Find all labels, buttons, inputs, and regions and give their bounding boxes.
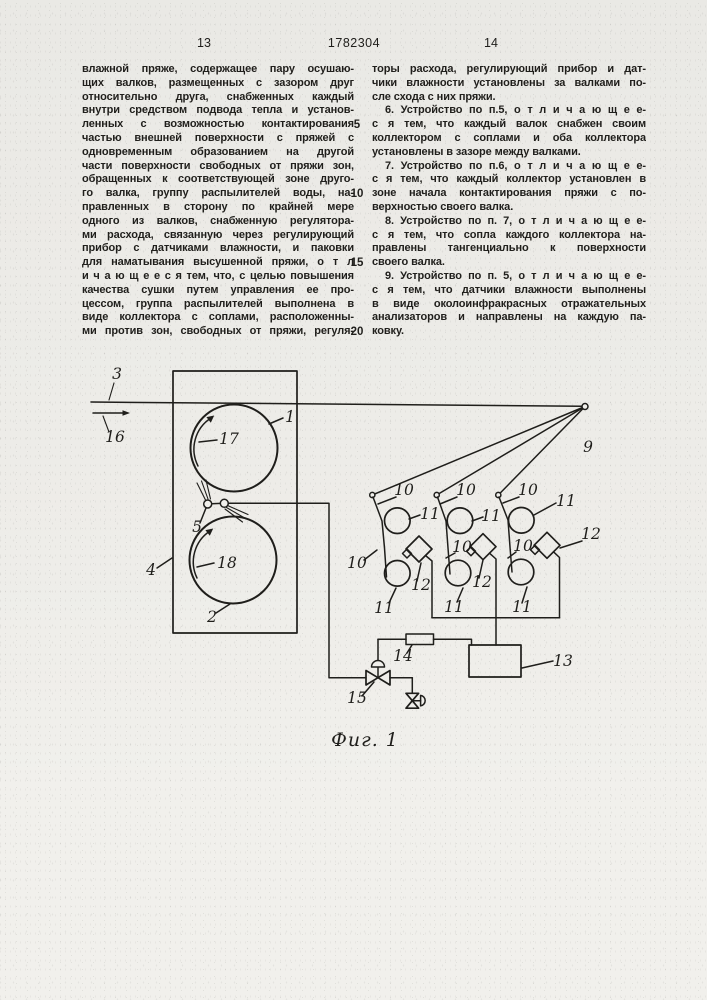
text-line: установлены в зазоре между валками. bbox=[372, 145, 581, 158]
figure-label-1: 1 bbox=[285, 408, 295, 426]
text-line: верхностью своего валка. bbox=[372, 200, 514, 213]
spray-nozzles bbox=[197, 480, 248, 522]
text-line: анализаторов и направлены на каждую па- bbox=[372, 311, 646, 324]
text-line: влажной пряже, содержащее пару осушаю- bbox=[82, 63, 354, 75]
figure-callouts bbox=[105, 365, 601, 707]
text-line: части поверхности свободных от пряжи зон, bbox=[82, 159, 354, 172]
figure-label-10: 10 bbox=[518, 481, 538, 499]
flow-regulator bbox=[378, 634, 472, 645]
text-line: с я тем, что датчики влажности выполнены bbox=[372, 283, 646, 296]
figure-label-4: 4 bbox=[146, 561, 156, 579]
control-unit bbox=[469, 645, 521, 677]
yarn-feed-line bbox=[91, 383, 583, 432]
figure-label-18: 18 bbox=[217, 554, 237, 572]
text-line: с я тем, что каждый коллектор установлен в bbox=[372, 173, 646, 186]
patent-number: 1782304 bbox=[327, 36, 381, 50]
page-number-right: 14 bbox=[484, 36, 498, 50]
figure-label-12: 12 bbox=[411, 576, 431, 594]
gutter-line-number: 10 bbox=[350, 188, 364, 201]
figure-label-10: 10 bbox=[513, 537, 533, 555]
drain-valve bbox=[406, 678, 425, 709]
figure-1-drawing bbox=[0, 360, 707, 770]
text-line: 7. Устройство по п.6, о т л и ч а ю щ е е- bbox=[385, 159, 646, 172]
figure-label-13: 13 bbox=[553, 652, 573, 670]
text-line: чики влажности установлены за валками по- bbox=[372, 76, 646, 89]
figure-label-11: 11 bbox=[444, 598, 464, 616]
figure-label-12: 12 bbox=[581, 525, 601, 543]
figure-label-11: 11 bbox=[556, 492, 576, 510]
figure-label-11: 11 bbox=[512, 598, 532, 616]
text-line: виде коллектора с соплами, расположенны- bbox=[82, 311, 354, 324]
text-line: сле схода с них пряжи. bbox=[372, 90, 496, 103]
page-number-left: 13 bbox=[197, 36, 211, 50]
figure-label-10: 10 bbox=[452, 538, 472, 556]
text-line: ленных с возможностью контактирования bbox=[82, 118, 354, 131]
figure-label-5: 5 bbox=[192, 518, 202, 536]
text-line: одновременным образованием на другой bbox=[82, 145, 354, 158]
left-text-column bbox=[82, 63, 354, 339]
text-line: в виде околоинфракрасных отражательных bbox=[372, 297, 646, 310]
text-line: относительно друга, снабженных каждый bbox=[82, 90, 354, 103]
drying-roller-top bbox=[191, 405, 278, 492]
text-line: с я тем, что сопла каждого коллектора на- bbox=[372, 228, 646, 241]
text-line: качества сушки путем управления ее про- bbox=[82, 283, 354, 296]
text-line: 9. Устройство по п. 5, о т л и ч а ю щ е е- bbox=[385, 269, 646, 282]
gutter-line-number: 20 bbox=[350, 326, 364, 339]
text-line: одного из валков, снабженную регулятора- bbox=[82, 214, 354, 227]
text-line: своего валка. bbox=[372, 256, 445, 269]
figure-label-11: 11 bbox=[420, 505, 440, 523]
figure-label-3: 3 bbox=[112, 365, 122, 383]
text-line: 6. Устройство по п.5, о т л и ч а ю щ е е- bbox=[385, 104, 646, 117]
text-line: с я тем, что каждый валок снабжен своим bbox=[372, 118, 646, 131]
figure-label-11: 11 bbox=[481, 507, 501, 525]
text-line: щих валков, размещенных с зазором друг bbox=[82, 76, 354, 89]
text-line: ми против зон, свободных от пряжи, регуля- bbox=[82, 325, 354, 338]
text-line: коллектором с соплами и оба коллектора bbox=[372, 131, 646, 144]
figure-label-15: 15 bbox=[347, 689, 367, 707]
drying-chamber-box bbox=[173, 371, 297, 633]
text-line: ковку. bbox=[372, 325, 404, 338]
figure-label-12: 12 bbox=[472, 573, 492, 591]
text-line: правлены тангенциально к поверхности bbox=[372, 242, 646, 255]
gutter-line-number: 15 bbox=[350, 257, 364, 270]
page-header bbox=[0, 36, 707, 52]
figure-label-16: 16 bbox=[105, 428, 125, 446]
text-line: 8. Устройство по п. 7, о т л и ч а ю щ е е- bbox=[385, 214, 646, 227]
text-line: обращенных к соответствующей зоне друго- bbox=[82, 173, 354, 186]
figure-label-17: 17 bbox=[219, 430, 239, 448]
figure-label-2: 2 bbox=[207, 608, 217, 626]
gutter-line-number: 5 bbox=[353, 119, 361, 132]
figure-label-10: 10 bbox=[456, 481, 476, 499]
text-line: ми расхода, связанную через регулирующий bbox=[82, 228, 354, 241]
text-line: зоне начала контактирования пряжи с по- bbox=[372, 187, 646, 200]
figure-label-10: 10 bbox=[394, 481, 414, 499]
text-line: правленных в сторону по крайней мере bbox=[82, 200, 354, 213]
figure-label-14: 14 bbox=[393, 647, 413, 665]
text-line: и ч а ю щ е е с я тем, что, с целью повышения bbox=[82, 269, 354, 282]
text-line: цессом, группа распылителей выполнена в bbox=[82, 297, 354, 310]
text-line: для наматывания высушенной пряжи, о т л bbox=[82, 256, 354, 269]
figure-caption: Фиг. 1 bbox=[331, 729, 399, 751]
right-text-column bbox=[372, 63, 646, 339]
text-line: торы расхода, регулирующий прибор и дат- bbox=[372, 63, 646, 75]
figure-label-11: 11 bbox=[374, 599, 394, 617]
text-line: го валка, группу распылителей воды, на- bbox=[82, 187, 354, 200]
figure-label-10: 10 bbox=[347, 554, 367, 572]
text-line: прибор с датчиками влажности, и паковки bbox=[82, 242, 354, 255]
figure-label-9: 9 bbox=[583, 438, 593, 456]
text-line: внутри средством подвода тепла и установ- bbox=[82, 104, 354, 117]
text-line: частью внешней поверхности с пряжей с bbox=[82, 131, 354, 144]
